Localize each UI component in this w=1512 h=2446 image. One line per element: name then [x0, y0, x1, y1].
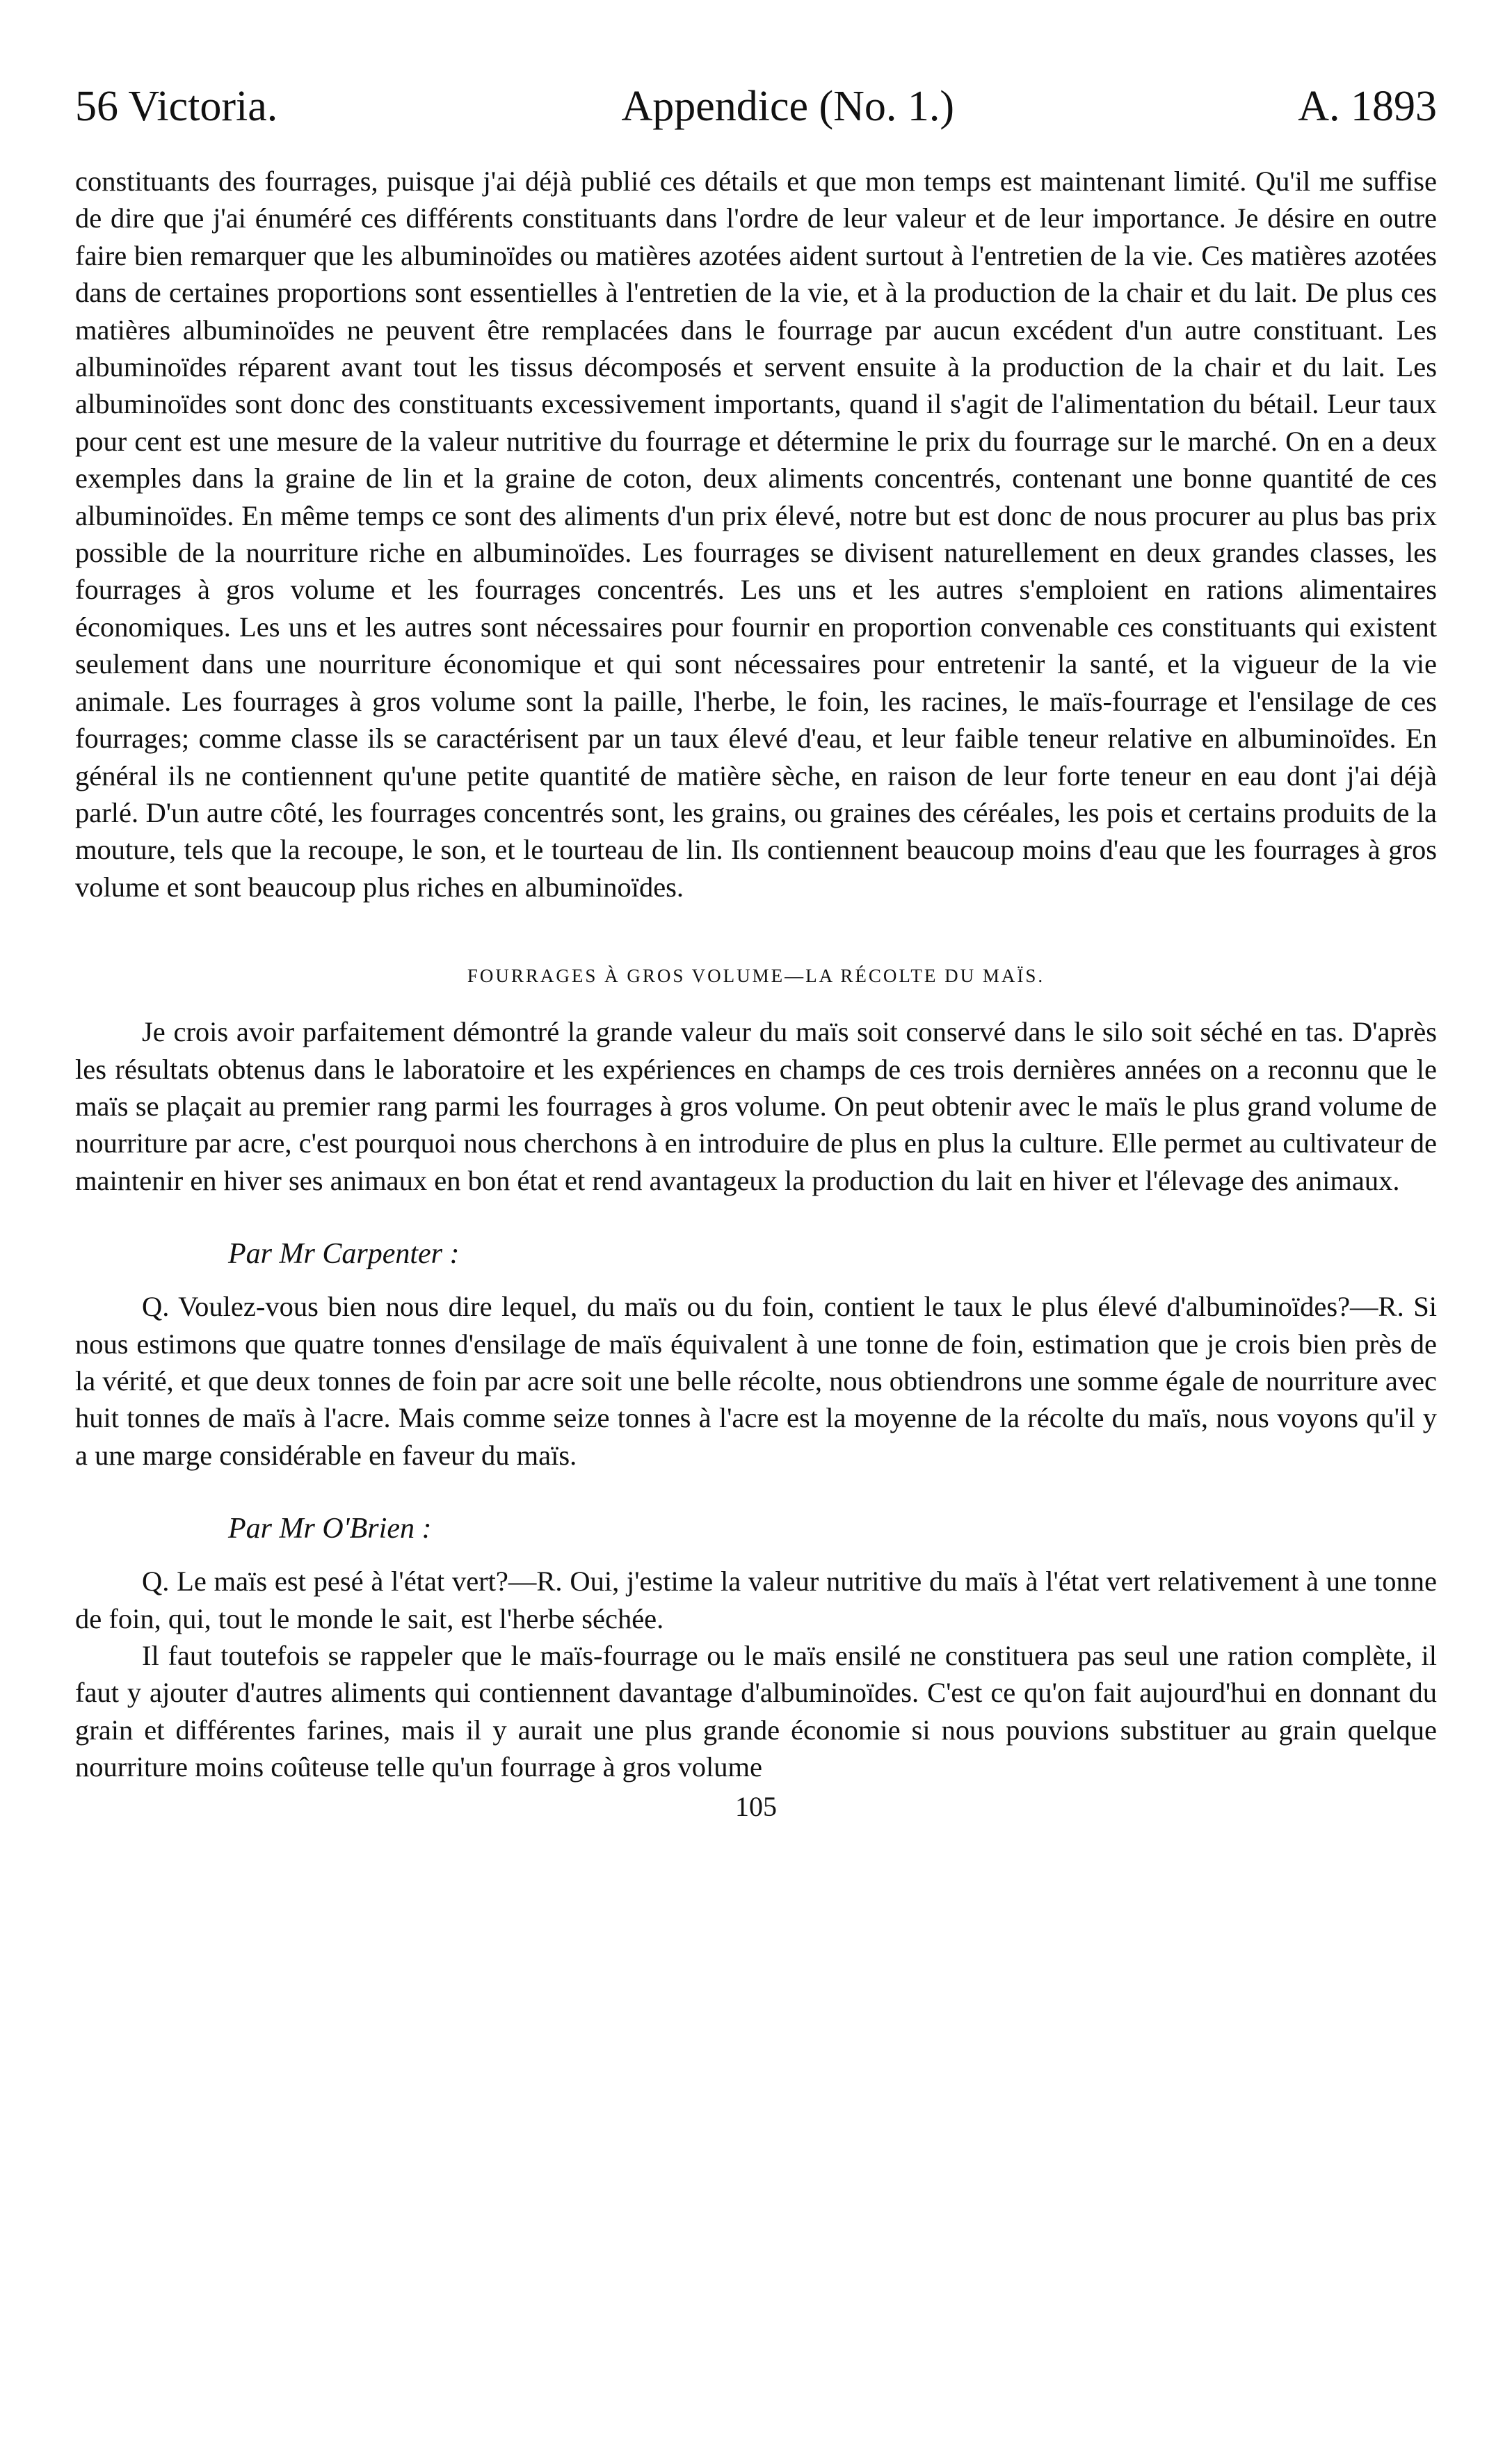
body-paragraph-ration: Il faut toutefois se rappeler que le maïs-fourrage ou le maïs ensilé ne constituera pas seul une ration complète, il faut y ajouter d'autres aliments qui contiennent davantage d'albuminoïdes. C'est ce qu'on fait aujourd'hui en donnant du grain et différentes farines, mais il y aurait une plus grande économie si nous pouvions substituer au grain quelque nourriture moins coûteuse telle qu'un fourrage à gros volume: [75, 1640, 1437, 1783]
document-page: [75, 82, 1437, 1823]
body-paragraph-constituants: constituants des fourrages, puisque j'ai déjà publié ces détails et que mon temps est maintenant limité. Qu'il me suffise de dire que j'ai énuméré ces différents constituants dans l'ordre de leur valeur et de leur importance. Je désire en outre faire bien remarquer que les albuminoïdes ou matières azotées aident surtout à l'entretien de la vie. Ces matières azotées dans de certaines proportions sont essentielles à l'entretien de la vie, et à la production de la chair et du lait. De plus ces matières albuminoïdes ne peuvent être remplacées dans le fourrage par aucun excédent d'un autre constituant. Les albuminoïdes réparent avant tout les tissus décomposés et servent ensuite à la production de la chair et du lait. Les albuminoïdes sont donc des constituants excessivement importants, quand il s'agit de l'alimentation du bétail. Leur taux pour cent est une mesure de la valeur nutritive du fourrage et détermine le prix du fourrage sur le marché. On en a deux exemples dans la graine de lin et la graine de coton, deux aliments concentrés, contenant une bonne quantité de ces albuminoïdes. En même temps ce sont des aliments d'un prix élevé, notre but est donc de nous procurer au plus bas prix possible de la nourriture riche en albuminoïdes. Les fourrages se divisent naturellement en deux grandes classes, les fourrages à gros volume et les fourrages concentrés. Les uns et les autres s'emploient en rations alimentaires économiques. Les uns et les autres sont nécessaires pour fournir en proportion convenable ces constituants qui existent seulement dans une nourriture économique et qui sont nécessaires pour entretenir la santé, et la vigueur de la vie animale. Les fourrages à gros volume sont la paille, l'herbe, le foin, les racines, le maïs-fourrage et l'ensilage de ces fourrages; comme classe ils se caractérisent par un taux élevé d'eau, et leur faible teneur relative en albuminoïdes. En général ils ne contiennent qu'une petite quantité de matière sèche, en raison de leur forte teneur en eau dont j'ai déjà parlé. D'un autre côté, les fourrages concentrés sont, les grains, ou graines des céréales, les pois et certains produits de la mouture, tels que la recoupe, le son, et le tourteau de lin. Ils contiennent beaucoup moins d'eau que les fourrages à gros volume et sont beaucoup plus riches en albuminoïdes.: [75, 166, 1437, 903]
page-number: 105: [735, 1790, 777, 1822]
question-answer-carpenter: Q. Voulez-vous bien nous dire lequel, du maïs ou du foin, contient le taux le plus élevé d'albuminoïdes?—R. Si nous estimons que quatre tonnes d'ensilage de maïs équivalent à une tonne de foin, estimation que je crois bien près de la vérité, et que deux tonnes de foin par acre soit une belle récolte, nous obtiendrons une somme égale de nourriture avec huit tonnes de maïs à l'acre. Mais comme seize tonnes à l'acre est la moyenne de la récolte du maïs, nous voyons qu'il y a une marge considérable en faveur du maïs.: [75, 1291, 1437, 1471]
body-paragraph-mais: Je crois avoir parfaitement démontré la grande valeur du maïs soit conservé dans le silo soit séché en tas. D'après les résultats obtenus dans le laboratoire et les expériences en champs de ces trois dernières années on a reconnu que le maïs se plaçait au premier rang parmi les fourrages à gros volume. On peut obtenir avec le maïs le plus grand volume de nourriture par acre, c'est pourquoi nous cherchons à en introduire de plus en plus la culture. Elle permet au cultivateur de maintenir en hiver ses animaux en bon état et rend avantageux la production du lait en hiver et l'élevage des animaux.: [75, 1016, 1437, 1196]
running-header: [75, 82, 1437, 149]
header-session: 56 Victoria.: [75, 83, 278, 130]
speaker-carpenter: Par Mr Carpenter :: [228, 1238, 460, 1271]
speaker-obrien: Par Mr O'Brien :: [228, 1513, 432, 1545]
question-answer-obrien: Q. Le maïs est pesé à l'état vert?—R. Oui, j'estime la valeur nutritive du maïs à l'état vert relativement à une tonne de foin, qui, tout le monde le sait, est l'herbe séchée.: [75, 1566, 1437, 1634]
section-heading: FOURRAGES À GROS VOLUME—LA RÉCOLTE DU MAÏS.: [467, 965, 1045, 987]
header-appendix: Appendice (No. 1.): [621, 83, 955, 130]
header-year: A. 1893: [1298, 83, 1437, 130]
